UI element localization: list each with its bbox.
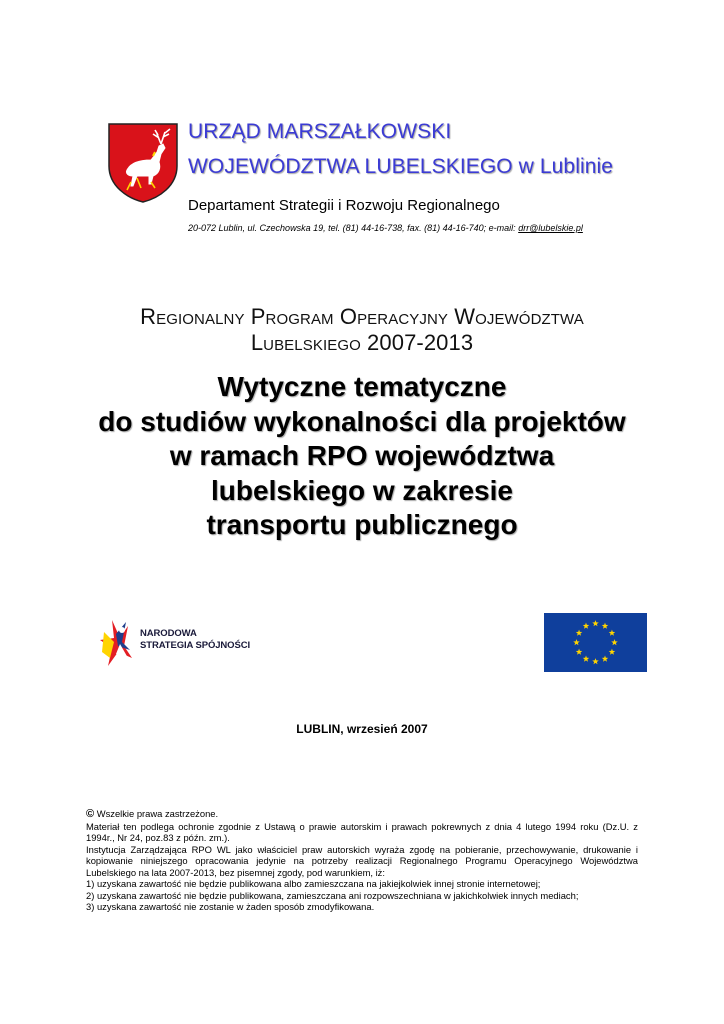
rights-line bbox=[86, 808, 638, 821]
department-name: Departament Strategii i Rozwoju Regionalnego bbox=[188, 197, 500, 214]
title-line: do studiów wykonalności dla projektów bbox=[98, 405, 626, 437]
copyright-paragraph: Materiał ten podlega ochronie zgodnie z Ustawą o prawie autorskim i prawach pokrewnych z dnia 4 lutego 1994 roku (Dz.U. z 1994r., Nr 24, poz.83 z późn. zm.). bbox=[86, 820, 638, 843]
nss-line2: STRATEGIA SPÓJNOŚCI bbox=[140, 640, 251, 651]
eu-flag-icon bbox=[544, 613, 647, 672]
copyright-icon: © bbox=[86, 808, 95, 820]
email-link[interactable]: drr@lubelskie.pl bbox=[518, 223, 583, 233]
license-paragraph: Instytucja Zarządzająca RPO WL jako właściciel praw autorskich wyraża zgodę na pobieranie, przechowywanie, drukowanie i kopiowanie niniejszego opracowania jedynie na potrzeby realizacji Regionalnego Programu Operacyjnego Województwa Lubelskiego na lata 2007-2013, bez pisemnej zgody, pod warunkiem, iż: bbox=[86, 843, 638, 878]
condition-item: 2) uzyskana zawartość nie będzie publikowana, zamieszczana ani rozpowszechniana w jakichkolwiek innych mediach; bbox=[86, 889, 579, 901]
title-line: lubelskiego w zakresie bbox=[211, 474, 513, 506]
condition-item: 1) uzyskana zawartość nie będzie publikowana albo zamieszczana na jakiejkolwiek innej stronie internetowej; bbox=[86, 878, 541, 889]
document-title bbox=[0, 370, 724, 543]
org-name-line1: URZĄD MARSZAŁKOWSKI bbox=[188, 120, 452, 143]
rights-text: Wszelkie prawa zastrzeżone. bbox=[94, 808, 219, 819]
address-text: 20-072 Lublin, ul. Czechowska 19, tel. (81) 44-16-738, fax. (81) 44-16-740; e-mail: bbox=[188, 223, 519, 233]
title-line: transportu publicznego bbox=[206, 509, 518, 540]
title-line: w ramach RPO województwa bbox=[169, 440, 555, 471]
nss-logo-text bbox=[140, 628, 250, 652]
copyright-notice bbox=[86, 808, 638, 913]
place-and-date: LUBLIN, wrzesień 2007 bbox=[296, 722, 428, 736]
program-title-line1: Regionalny Program Operacyjny Województwa bbox=[140, 304, 584, 329]
program-title-line2: Lubelskiego 2007-2013 bbox=[250, 330, 474, 355]
condition-item: 3) uzyskana zawartość nie zostanie w żaden sposób zmodyfikowana. bbox=[86, 901, 375, 912]
contact-address bbox=[188, 223, 583, 233]
lublin-voivodeship-crest-icon bbox=[107, 122, 179, 204]
title-line: Wytyczne tematyczne bbox=[217, 371, 507, 402]
nss-line1: NARODOWA bbox=[140, 628, 197, 639]
org-name-line2: WOJEWÓDZTWA LUBELSKIEGO w Lublinie bbox=[188, 155, 614, 178]
